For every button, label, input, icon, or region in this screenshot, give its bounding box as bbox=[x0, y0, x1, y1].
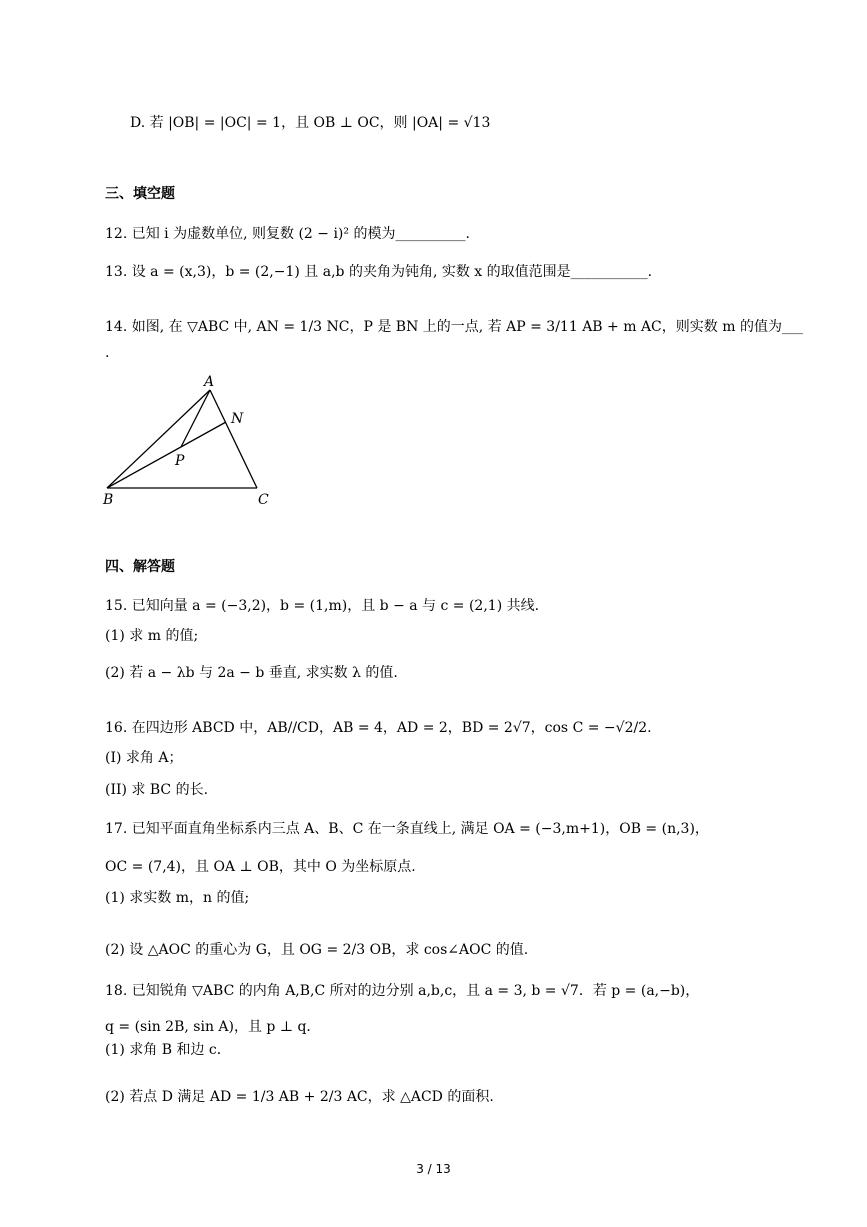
question-17-part-1: (1) 求实数 m，n 的值; bbox=[105, 890, 250, 906]
question-18-part-2: (2) 若点 D 满足 AD = 1/3 AB + 2/3 AC，求 △ACD 的面积. bbox=[105, 1089, 494, 1105]
label-b: B bbox=[103, 492, 114, 508]
question-13: 13. 设 a = (x,3)，b = (2,−1) 且 a,b 的夹角为钝角, 实数 x 的取值范围是___________. bbox=[105, 264, 653, 280]
question-17-cont: OC = (7,4)，且 OA ⊥ OB，其中 O 为坐标原点. bbox=[105, 859, 416, 875]
triangle-figure bbox=[95, 372, 275, 512]
question-14: 14. 如图, 在 ▽ABC 中, AN = 1/3 NC，P 是 BN 上的一点, 若 AP = 3/11 AB + m AC，则实数 m 的值为___ bbox=[105, 319, 803, 335]
question-18-cont: q = (sin 2B, sin A)，且 p ⊥ q． bbox=[105, 1019, 321, 1035]
label-n: N bbox=[231, 411, 244, 427]
question-14-end: . bbox=[105, 345, 110, 361]
label-p: P bbox=[175, 453, 185, 469]
option-d: D. 若 |OB| = |OC| = 1，且 OB ⊥ OC，则 |OA| = √13 bbox=[130, 115, 491, 131]
question-15-part-2: (2) 若 a − λb 与 2a − b 垂直, 求实数 λ 的值. bbox=[105, 665, 398, 681]
section-answer-title: 四、解答题 bbox=[105, 559, 175, 575]
label-a: A bbox=[204, 374, 215, 390]
question-16: 16. 在四边形 ABCD 中，AB//CD，AB = 4，AD = 2，BD = 2√7，cos C = −√2/2. bbox=[105, 720, 652, 736]
side-ac bbox=[210, 390, 257, 488]
question-15-part-1: (1) 求 m 的值; bbox=[105, 628, 199, 644]
question-16-part-2: (II) 求 BC 的长. bbox=[105, 782, 209, 798]
question-17-part-2: (2) 设 △AOC 的重心为 G，且 OG = 2/3 OB，求 cos∠AOC 的值. bbox=[105, 942, 529, 958]
question-17: 17. 已知平面直角坐标系内三点 A、B、C 在一条直线上, 满足 OA = (−3,m+1)，OB = (n,3)， bbox=[105, 821, 709, 837]
question-12: 12. 已知 i 为虚数单位, 则复数 (2 − i)² 的模为__________. bbox=[105, 226, 470, 242]
question-16-part-1: (I) 求角 A； bbox=[105, 750, 183, 766]
label-c: C bbox=[258, 492, 269, 508]
question-18: 18. 已知锐角 ▽ABC 的内角 A,B,C 所对的边分别 a,b,c，且 a = 3, b = √7．若 p = (a,−b)， bbox=[105, 983, 700, 999]
page-number: 3 / 13 bbox=[416, 1162, 451, 1176]
question-18-part-1: (1) 求角 B 和边 c． bbox=[105, 1042, 231, 1058]
question-15: 15. 已知向量 a = (−3,2)，b = (1,m)，且 b − a 与 c = (2,1) 共线. bbox=[105, 598, 540, 614]
section-fill-in-title: 三、填空题 bbox=[105, 186, 175, 202]
